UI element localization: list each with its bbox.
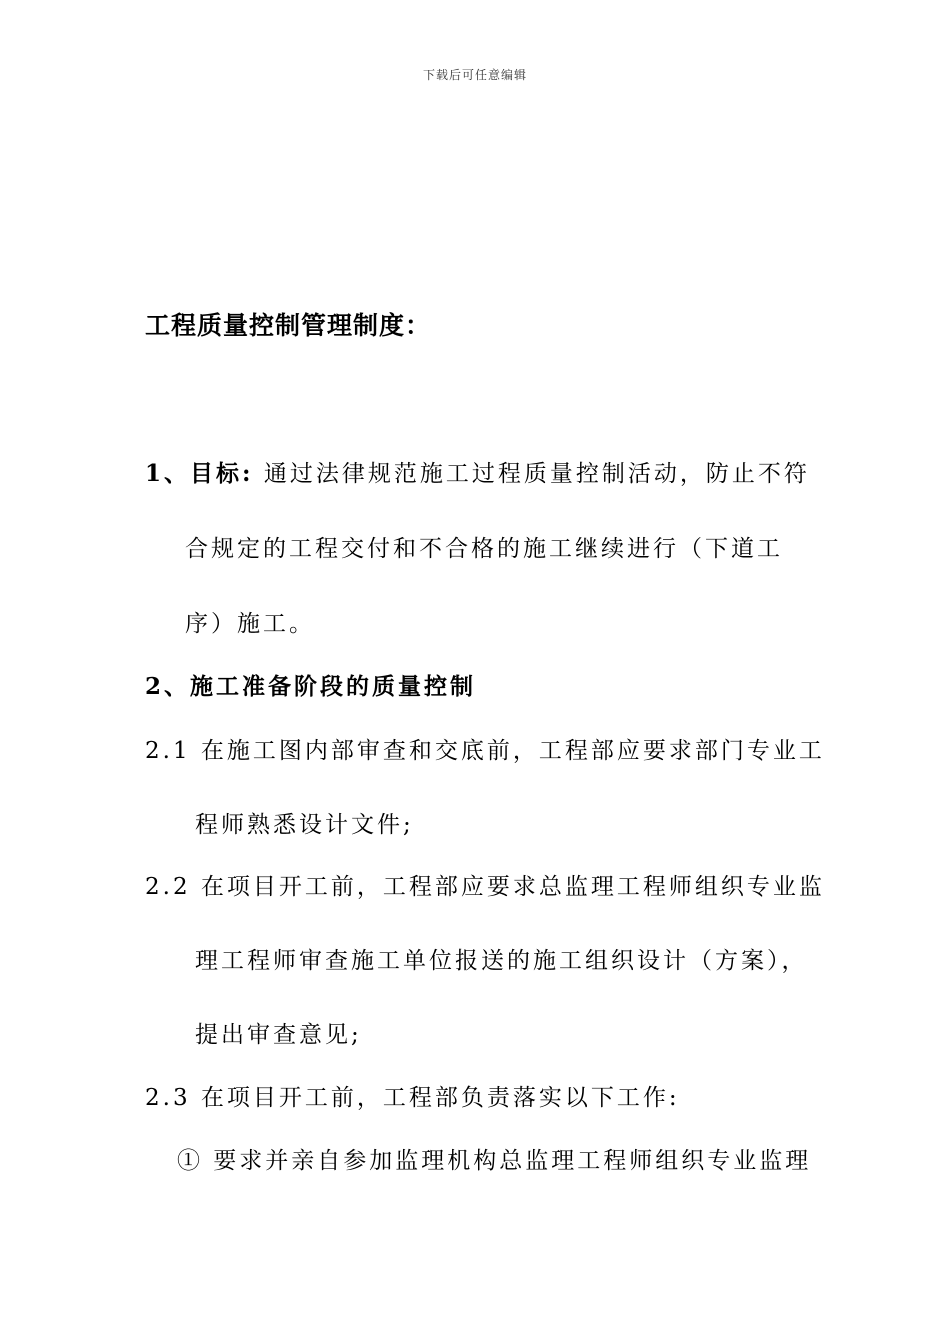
- section1-text-line3: 序）施工。: [185, 611, 315, 637]
- item-2-2-line1: 2.2 在项目开工前，工程部应要求总监理工程师组织专业监: [145, 874, 825, 900]
- item-2-3-line1: 2.3 在项目开工前，工程部负责落实以下工作:: [145, 1085, 680, 1111]
- document-title: 工程质量控制管理制度：: [145, 311, 432, 340]
- item-2-2-line2: 理工程师审查施工单位报送的施工组织设计（方案），: [195, 948, 808, 974]
- section1-label: 1、目标:: [145, 460, 254, 487]
- header-note: 下载后可任意编辑: [422, 68, 527, 82]
- section1-first-line: [145, 459, 810, 489]
- section1-text-line1: 通过法律规范施工过程质量控制活动，防止不符: [263, 461, 810, 487]
- section1-text-line2: 合规定的工程交付和不合格的施工继续进行（下道工: [185, 536, 783, 562]
- item-2-1-line1: 2.1 在施工图内部审查和交底前，工程部应要求部门专业工: [145, 738, 825, 764]
- item-2-2-line3: 提出审查意见;: [195, 1022, 362, 1048]
- section2-heading: 2、施工准备阶段的质量控制: [145, 673, 477, 700]
- item-2-1-line2: 程师熟悉设计文件;: [195, 812, 414, 838]
- item-2-3-sub1: ① 要求并亲自参加监理机构总监理工程师组织专业监理: [177, 1148, 812, 1174]
